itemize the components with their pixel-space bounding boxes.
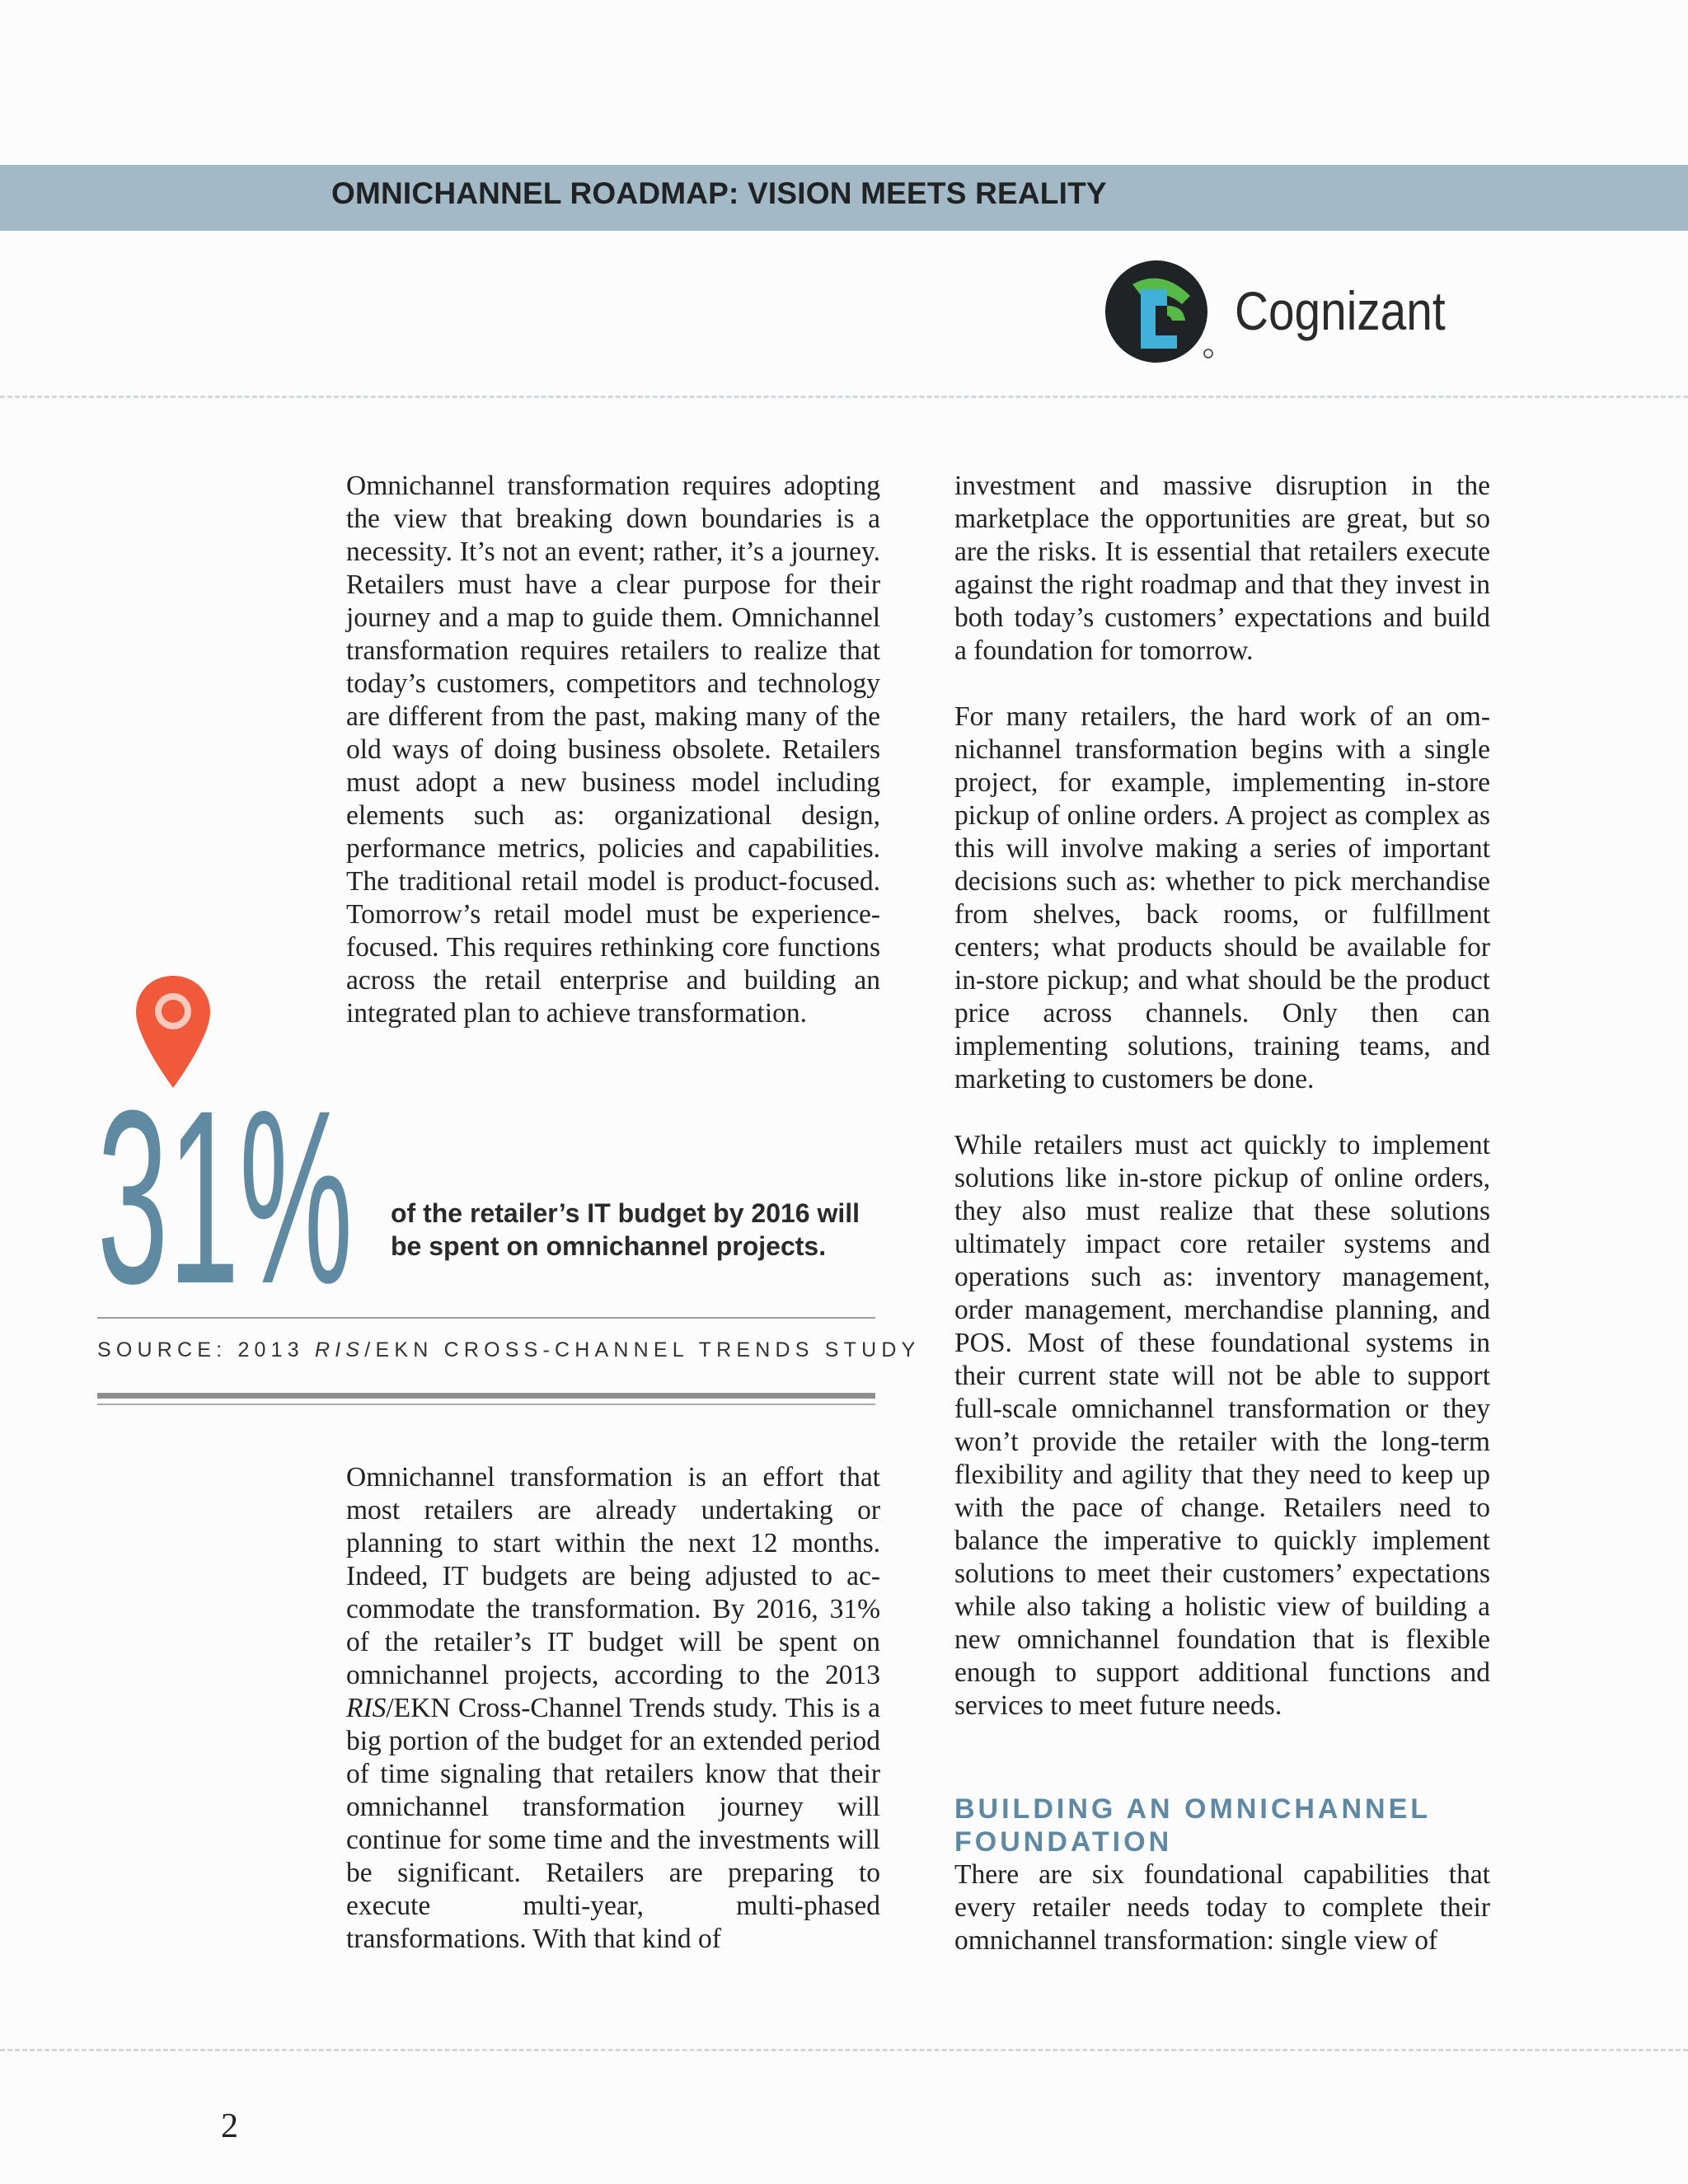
stat-figure <box>97 1078 369 1292</box>
callout-divider <box>97 1317 875 1319</box>
body-paragraph: There are six foundational capabilities that every retailer needs today to complete their omnichannel transformation: single view of <box>954 1859 1490 1956</box>
source-citation: SOURCE: 2013 RIS/EKN CROSS-CHANNEL TRENDS STUDY <box>97 1338 921 1361</box>
section-subheading: BUILDING AN OMNICHANNEL FOUNDATION <box>954 1793 1431 1858</box>
cognizant-logo-icon <box>1104 256 1215 367</box>
body-paragraph: While retailers must act quickly to implement solutions like in-store pickup of online orders, they also must realize that these solutions ultimately impact core retailer systems and operations such as: inventory management, order management, merchandise planning, and POS. Most of these foundational systems in their current state will not be able to support full-scale omnichannel transformation or they won’t provide the retailer with the long-term flexibility and agility that they need to keep up with the pace of change. Retailers need to balance the imperative to quickly implement solutions to meet their customers’ expectations while also taking a holistic view of building a new omnichannel foundation that is flexible enough to support additional functions and services to meet future needs. <box>954 1130 1490 1721</box>
callout-bottom-rule <box>97 1393 875 1399</box>
callout-bottom-rule-secondary <box>97 1404 875 1405</box>
cognizant-logo <box>1104 256 1475 367</box>
stat-value: 31% <box>97 1078 353 1292</box>
page-number: 2 <box>221 2107 238 2145</box>
bottom-dashed-divider <box>0 2049 1688 2051</box>
body-paragraph: Omnichannel transformation requires adopting the view that breaking down boundaries is a necessity. It’s not an event; rather, it’s a journey. Retailers must have a clear purpose for their journey and a map to guide them. Omnichannel transformation requires retailers to realize that today’s customers, competitors and technology are different from the past, making many of the old ways of doing business obsolete. Retailers must adopt a new business model including elements such as: organizational design, performance metrics, policies and capabilities. The traditional retail model is product-focused. Tomorrow’s retail model must be experience-focused. This requires rethinking core functions across the retail enterprise and building an integrated plan to achieve transformation. <box>346 471 880 1029</box>
body-paragraph: investment and massive disruption in the marketplace the opportunities are great, but so are the risks. It is essential that retailers execute against the right roadmap and that they invest in both today’s customers’ expectations and build a foundation for tomorrow. <box>954 471 1490 666</box>
brand-name: Cognizant <box>1235 280 1446 341</box>
page-header-title: OMNICHANNEL ROADMAP: VISION MEETS REALITY <box>331 176 1107 210</box>
stat-caption: of the retailer’s IT budget by 2016 will be spent on omnichannel projects. <box>391 1198 860 1261</box>
body-paragraph: For many retailers, the hard work of an omnichannel transformation begins with a single project, for example, implementing in-store pickup of online orders. A project as complex as this will involve making a series of important decisions such as: whether to pick merchandise from shelves, back rooms, or fulfillment centers; what products should be available for in-store pickup; and what should be the product price across channels. Only then can implementing solutions, training teams, and marketing to customers be done. <box>954 701 1490 1094</box>
top-dashed-divider <box>0 396 1688 398</box>
body-paragraph: Omnichannel transformation is an effort that most retailers are already undertaking or planning to start within the next 12 months. Indeed, IT budgets are being adjusted to accommodate the transformation. By 2016, 31% of the retailer’s IT budget will be spent on omnichannel projects, according to the 2013 RIS/EKN Cross-Channel Trends study. This is a big portion of the budget for an extended period of time signaling that retailers know that their omnichannel transformation journey will continue for some time and the investments will be significant. Retailers are preparing to execute multi-year, multi-phased transformations. With that kind of <box>346 1462 880 1954</box>
